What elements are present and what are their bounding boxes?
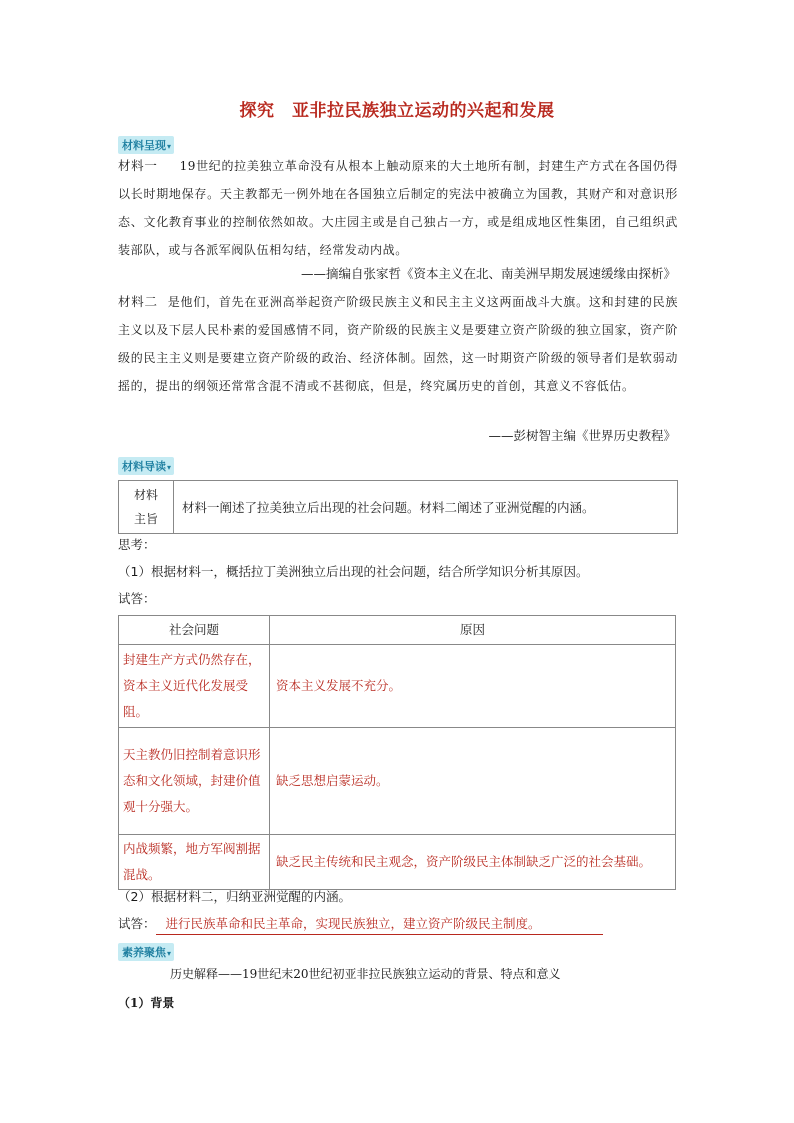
material-present-label: 材料呈现	[122, 139, 166, 152]
problem-cell-3: 内战频繁，地方军阀割据混战。	[119, 835, 270, 890]
literacy-focus-tag	[118, 941, 174, 961]
material1-paragraph	[118, 152, 678, 264]
focus-heading: 历史解释——19世纪末20世纪初亚非拉民族独立运动的背景、特点和意义	[170, 967, 561, 981]
guide-label-cell	[119, 481, 174, 534]
material-guide-tag	[118, 455, 174, 475]
answer-label-1: 试答：	[118, 591, 156, 606]
header-problem: 社会问题	[119, 616, 270, 645]
cause-cell-2: 缺乏思想启蒙运动。	[270, 728, 676, 835]
cause-cell-1: 资本主义发展不充分。	[270, 645, 676, 728]
background-label: （1）背景	[118, 996, 175, 1010]
answer-table	[118, 615, 676, 890]
caret-down-icon: ▾	[167, 949, 172, 958]
cause-cell-3: 缺乏民主传统和民主观念，资产阶级民主体制缺乏广泛的社会基础。	[270, 835, 676, 890]
answer-label-2: 试答：	[118, 916, 156, 931]
caret-down-icon: ▾	[167, 463, 172, 472]
material-present-tag	[118, 134, 174, 154]
answer-2-line	[118, 910, 603, 938]
material-guide-label: 材料导读	[122, 460, 166, 473]
think-label: 思考：	[118, 537, 156, 552]
material2-text: 是他们，首先在亚洲高举起资产阶级民族主义和民主主义这两面战斗大旗。这和封建的民族主义以及下层人民朴素的爱国感情不同，资产阶级的民族主义是要建立资产阶级的独立国家，资产阶级的民主主义则是要建立资产阶级的政治、经济体制。固然，这一时期资产阶级的领导者们是软弱动摇的，提出的纲领还常常含混不清或不甚彻底，但是，终究属历史的首创，其意义不容低估。	[118, 295, 678, 393]
problem-cell-2: 天主教仍旧控制着意识形态和文化领域，封建价值观十分强大。	[119, 728, 270, 835]
guide-label-line2: 主旨	[133, 512, 158, 526]
answer-2-text: 进行民族革命和民主革命，实现民族独立，建立资产阶级民主制度。	[156, 914, 603, 935]
question-1: （1）根据材料一，概括拉丁美洲独立后出现的社会问题，结合所学知识分析其原因。	[118, 564, 589, 579]
literacy-focus-label: 素养聚焦	[122, 946, 166, 959]
material2-source: ——彭树智主编《世界历史教程》	[488, 428, 676, 443]
material1-label: 材料一	[118, 158, 158, 173]
caret-down-icon: ▾	[167, 142, 172, 151]
page-title: 探究 亚非拉民族独立运动的兴起和发展	[239, 101, 555, 121]
material2-paragraph	[118, 288, 678, 400]
material1-source: ——摘编自张家哲《资本主义在北、南美洲早期发展速缓缘由探析》	[300, 266, 676, 281]
header-cause: 原因	[270, 616, 676, 645]
question-2: （2）根据材料二，归纳亚洲觉醒的内涵。	[118, 889, 351, 904]
material2-label: 材料二	[118, 294, 158, 309]
guide-label-line1: 材料	[133, 488, 158, 502]
material1-text: 19世纪的拉美独立革命没有从根本上触动原来的大土地所有制，封建生产方式在各国仍得以长时期地保存。天主教都无一例外地在各国独立后制定的宪法中被确立为国教，其财产和对意识形态、文化教育事业的控制依然如故。大庄园主或是自己独占一方，或是组成地区性集团，自己组织武装部队，或与各派军阀队伍相勾结，经常发动内战。	[118, 159, 678, 257]
guide-content: 材料一阐述了拉美独立后出现的社会问题。材料二阐述了亚洲觉醒的内涵。	[174, 481, 678, 534]
material-guide-table	[118, 480, 678, 534]
problem-cell-1: 封建生产方式仍然存在，资本主义近代化发展受阻。	[119, 645, 270, 728]
